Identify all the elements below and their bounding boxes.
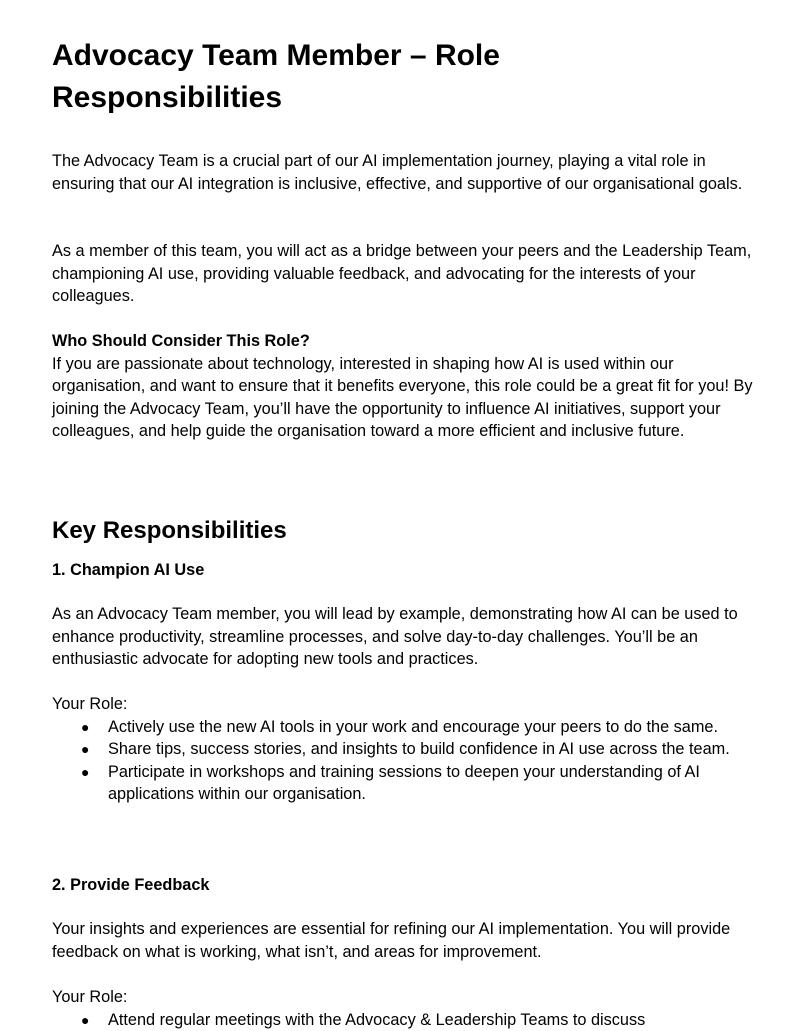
section-2-body: Your insights and experiences are essential for refining our AI implementation. You will provide feedback on what is working, what isn’t, and areas for improvement.	[52, 918, 758, 963]
section-2-heading: 2. Provide Feedback	[52, 874, 758, 897]
section-1-bullet-list	[52, 716, 758, 806]
list-item: ● Attend regular meetings with the Advocacy & Leadership Teams to discuss	[52, 1009, 758, 1031]
intro-paragraph-2: As a member of this team, you will act as a bridge between your peers and the Leadership Team, championing AI use, providing valuable feedback, and advocating for the interests of your colleagues.	[52, 240, 758, 308]
who-heading: Who Should Consider This Role?	[52, 330, 758, 353]
section-2-role-label: Your Role:	[52, 986, 758, 1009]
bullet-icon: ●	[81, 761, 89, 784]
list-item: ● Share tips, success stories, and insights to build confidence in AI use across the team.	[52, 738, 758, 761]
who-body: If you are passionate about technology, interested in shaping how AI is used within our organisation, and want to ensure that it benefits everyone, this role could be a great fit for you! By joining the Advocacy Team, you’ll have the opportunity to influence AI initiatives, support your colleagues, and help guide the organisation toward a more efficient and inclusive future.	[52, 353, 758, 443]
section-2-bullet-list	[52, 1009, 758, 1031]
section-1-body: As an Advocacy Team member, you will lead by example, demonstrating how AI can be used to enhance productivity, streamline processes, and solve day-to-day challenges. You’ll be an enthusiastic advocate for adopting new tools and practices.	[52, 603, 758, 671]
list-item: ● Participate in workshops and training sessions to deepen your understanding of AI applications within our organisation.	[52, 761, 758, 806]
document-title: Advocacy Team Member – Role Responsibilities	[52, 35, 612, 119]
bullet-icon: ●	[81, 1009, 89, 1031]
section-1-role-label: Your Role:	[52, 693, 758, 716]
section-1-heading: 1. Champion AI Use	[52, 559, 758, 582]
bullet-icon: ●	[81, 738, 89, 761]
intro-paragraph-1: The Advocacy Team is a crucial part of our AI implementation journey, playing a vital role in ensuring that our AI integration is inclusive, effective, and supportive of our organisational goals.	[52, 150, 758, 195]
key-responsibilities-heading: Key Responsibilities	[52, 516, 287, 546]
list-item: ● Actively use the new AI tools in your work and encourage your peers to do the same.	[52, 716, 758, 739]
bullet-icon: ●	[81, 716, 89, 739]
